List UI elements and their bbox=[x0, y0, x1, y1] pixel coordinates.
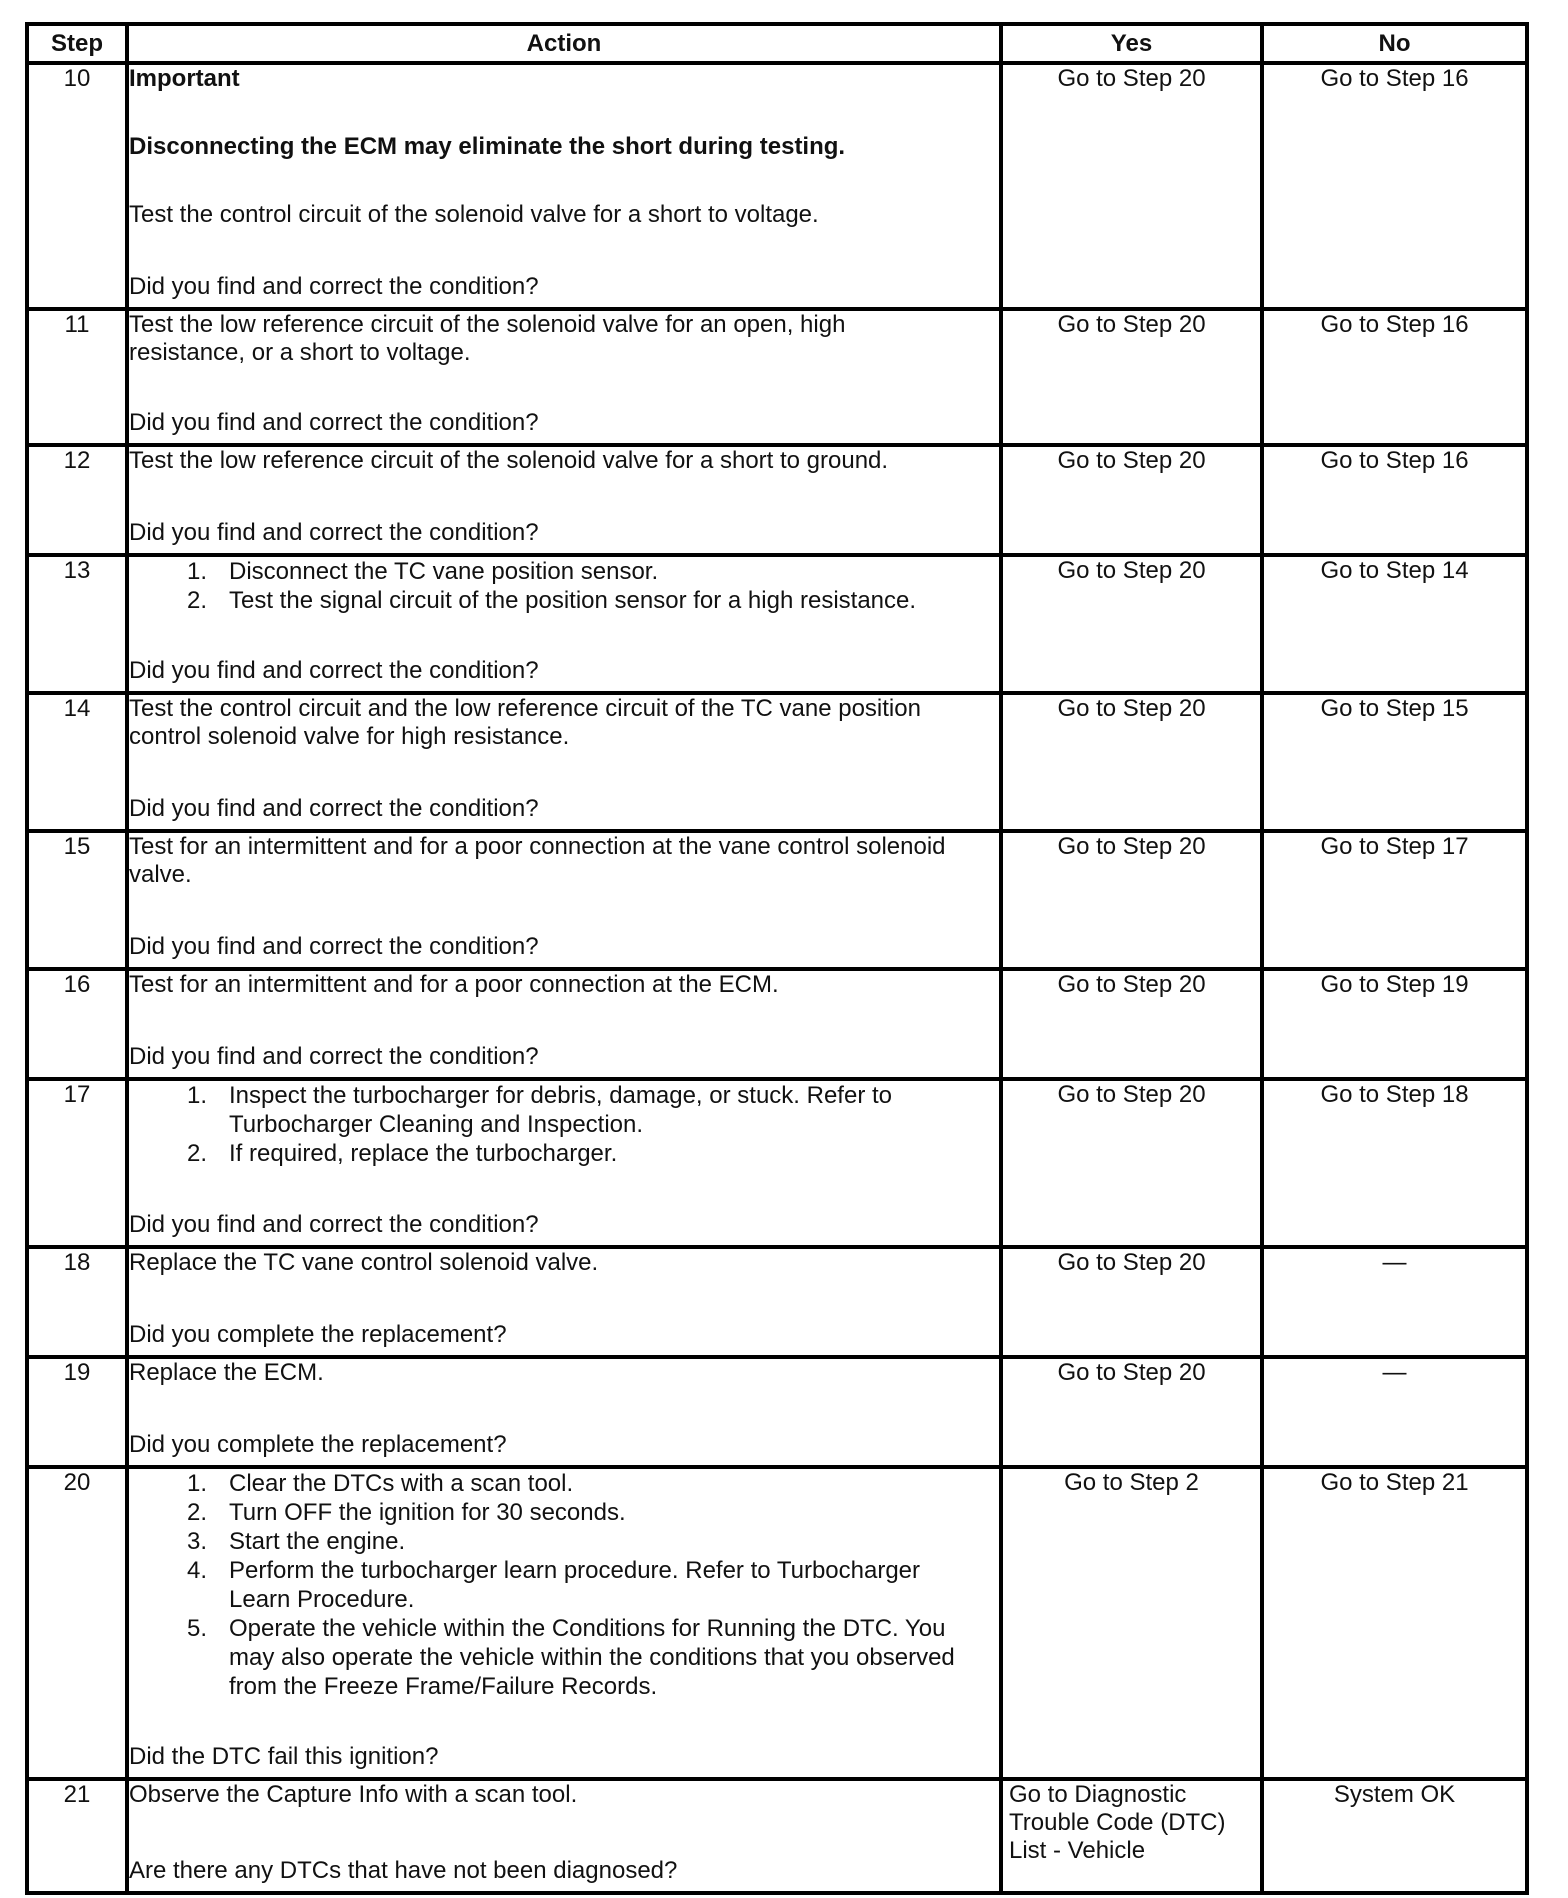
list-item bbox=[129, 1585, 999, 1614]
no-cell bbox=[1262, 1079, 1527, 1247]
header-yes: Yes bbox=[1001, 24, 1262, 63]
table-row bbox=[27, 309, 1527, 445]
list-item-text: Start the engine. bbox=[229, 1528, 406, 1555]
list-item-text: Disconnect the TC vane position sensor. bbox=[229, 558, 659, 585]
step-number: 15 bbox=[27, 831, 127, 969]
action-text: Test for an intermittent and for a poor connection at the ECM. bbox=[129, 971, 779, 998]
list-number-text: 1. bbox=[187, 558, 208, 585]
list-number bbox=[129, 1556, 229, 1585]
list-item bbox=[129, 1643, 999, 1672]
action-text: Test the control circuit of the solenoid valve for a short to voltage. bbox=[129, 201, 819, 228]
yes-cell bbox=[1001, 1467, 1262, 1779]
diagnostic-table bbox=[25, 22, 1529, 1895]
action-cell bbox=[127, 831, 1001, 969]
action-question: Did you find and correct the condition? bbox=[129, 1043, 539, 1070]
list-item-text: Learn Procedure. bbox=[229, 1586, 415, 1613]
step-number: 18 bbox=[27, 1247, 127, 1357]
no-dash: — bbox=[1382, 1249, 1407, 1276]
yes-link[interactable]: Go to Step 20 bbox=[1057, 311, 1206, 338]
list-item-text: If required, replace the turbocharger. bbox=[229, 1140, 618, 1167]
no-cell bbox=[1262, 309, 1527, 445]
yes-link[interactable]: Go to Step 2 bbox=[1064, 1469, 1199, 1496]
table-row bbox=[27, 1247, 1527, 1357]
action-question: Did you find and correct the condition? bbox=[129, 519, 539, 546]
yes-link[interactable]: Go to Step 20 bbox=[1057, 65, 1206, 92]
no-link[interactable]: Go to Step 21 bbox=[1320, 1469, 1469, 1496]
action-text-line: valve. bbox=[129, 861, 192, 888]
table-row bbox=[27, 1079, 1527, 1247]
list-number-text: 3. bbox=[187, 1528, 208, 1555]
action-cell bbox=[127, 309, 1001, 445]
list-item-text: Turn OFF the ignition for 30 seconds. bbox=[229, 1499, 626, 1526]
list-number-text: 2. bbox=[187, 587, 208, 614]
list-item-text: Turbocharger Cleaning and Inspection. bbox=[229, 1111, 644, 1138]
yes-link[interactable]: Go to Step 20 bbox=[1057, 557, 1206, 584]
no-link[interactable]: Go to Step 16 bbox=[1320, 65, 1469, 92]
action-question: Did you find and correct the condition? bbox=[129, 795, 539, 822]
no-link[interactable]: Go to Step 19 bbox=[1320, 971, 1469, 998]
list-item-text: Clear the DTCs with a scan tool. bbox=[229, 1470, 574, 1497]
action-text: Replace the ECM. bbox=[129, 1359, 324, 1386]
action-content bbox=[129, 695, 999, 823]
step-number: 11 bbox=[27, 309, 127, 445]
action-cell bbox=[127, 1779, 1001, 1893]
action-content bbox=[129, 971, 999, 1071]
list-item bbox=[129, 586, 999, 615]
step-number: 17 bbox=[27, 1079, 127, 1247]
header-step: Step bbox=[27, 24, 127, 63]
step-number: 12 bbox=[27, 445, 127, 555]
header-action: Action bbox=[127, 24, 1001, 63]
action-steps-list bbox=[129, 1081, 999, 1168]
action-body bbox=[129, 65, 999, 273]
yes-cell bbox=[1001, 445, 1262, 555]
list-number-text: 4. bbox=[187, 1557, 208, 1584]
action-question: Did you find and correct the condition? bbox=[129, 933, 539, 960]
no-cell bbox=[1262, 63, 1527, 309]
list-item-text: may also operate the vehicle within the conditions that you observed bbox=[229, 1644, 955, 1671]
list-number bbox=[129, 1498, 229, 1527]
action-cell bbox=[127, 1247, 1001, 1357]
yes-link-line[interactable]: List - Vehicle bbox=[1009, 1837, 1146, 1864]
action-text: Replace the TC vane control solenoid valve. bbox=[129, 1249, 599, 1276]
no-cell bbox=[1262, 1357, 1527, 1467]
list-item bbox=[129, 1527, 999, 1556]
spacer bbox=[129, 93, 999, 133]
list-number bbox=[129, 1110, 229, 1139]
action-cell bbox=[127, 1079, 1001, 1247]
action-cell bbox=[127, 445, 1001, 555]
action-text-line: Test for an intermittent and for a poor connection at the vane control solenoid bbox=[129, 833, 946, 860]
action-body bbox=[129, 971, 999, 1043]
list-item bbox=[129, 1139, 999, 1168]
table-row bbox=[27, 1357, 1527, 1467]
table-header-row bbox=[27, 24, 1527, 63]
action-body bbox=[129, 1781, 999, 1857]
list-number bbox=[129, 1139, 229, 1168]
yes-link-line[interactable]: Trouble Code (DTC) bbox=[1009, 1809, 1226, 1836]
yes-link[interactable]: Go to Step 20 bbox=[1057, 833, 1206, 860]
table-row bbox=[27, 555, 1527, 693]
action-steps-list bbox=[129, 1469, 999, 1701]
action-steps-list bbox=[129, 557, 999, 615]
list-item-text: Operate the vehicle within the Conditions for Running the DTC. You bbox=[229, 1615, 946, 1642]
yes-cell bbox=[1001, 63, 1262, 309]
yes-cell bbox=[1001, 831, 1262, 969]
action-question: Are there any DTCs that have not been diagnosed? bbox=[129, 1857, 678, 1884]
action-cell bbox=[127, 555, 1001, 693]
step-number: 19 bbox=[27, 1357, 127, 1467]
list-number-text: 1. bbox=[187, 1470, 208, 1497]
action-content bbox=[129, 1469, 999, 1771]
action-body bbox=[129, 1081, 999, 1211]
list-number-text: 1. bbox=[187, 1082, 208, 1109]
list-number bbox=[129, 1527, 229, 1556]
list-item bbox=[129, 557, 999, 586]
action-content bbox=[129, 557, 999, 685]
table-row bbox=[27, 1779, 1527, 1893]
yes-link-line[interactable]: Go to Diagnostic bbox=[1009, 1781, 1187, 1808]
action-body bbox=[129, 1249, 999, 1321]
list-number bbox=[129, 1469, 229, 1498]
yes-link[interactable]: Go to Step 20 bbox=[1057, 971, 1206, 998]
yes-cell bbox=[1001, 1357, 1262, 1467]
list-item bbox=[129, 1469, 999, 1498]
action-cell bbox=[127, 63, 1001, 309]
no-link[interactable]: Go to Step 16 bbox=[1320, 311, 1469, 338]
list-number bbox=[129, 1614, 229, 1643]
action-text: Observe the Capture Info with a scan tool. bbox=[129, 1781, 578, 1808]
list-item bbox=[129, 1614, 999, 1643]
action-question: Did you complete the replacement? bbox=[129, 1431, 507, 1458]
table-row bbox=[27, 63, 1527, 309]
yes-cell bbox=[1001, 555, 1262, 693]
action-content bbox=[129, 1081, 999, 1239]
action-body bbox=[129, 1359, 999, 1431]
list-number bbox=[129, 557, 229, 586]
yes-cell bbox=[1001, 309, 1262, 445]
step-number: 20 bbox=[27, 1467, 127, 1779]
action-question: Did the DTC fail this ignition? bbox=[129, 1743, 439, 1770]
action-content bbox=[129, 447, 999, 547]
action-content bbox=[129, 1359, 999, 1459]
list-number-text: 2. bbox=[187, 1499, 208, 1526]
action-cell bbox=[127, 693, 1001, 831]
table-row bbox=[27, 1467, 1527, 1779]
no-link[interactable]: System OK bbox=[1333, 1781, 1456, 1808]
important-label: Important bbox=[129, 65, 240, 92]
no-cell bbox=[1262, 1779, 1527, 1893]
list-item bbox=[129, 1498, 999, 1527]
action-cell bbox=[127, 969, 1001, 1079]
action-body bbox=[129, 557, 999, 657]
step-number: 21 bbox=[27, 1779, 127, 1893]
no-cell bbox=[1262, 445, 1527, 555]
yes-cell bbox=[1001, 1079, 1262, 1247]
action-text-line: resistance, or a short to voltage. bbox=[129, 339, 471, 366]
yes-link[interactable]: Go to Step 20 bbox=[1057, 1359, 1206, 1386]
yes-cell bbox=[1001, 1247, 1262, 1357]
no-cell bbox=[1262, 831, 1527, 969]
step-number: 10 bbox=[27, 63, 127, 309]
no-dash: — bbox=[1382, 1359, 1407, 1386]
step-number: 13 bbox=[27, 555, 127, 693]
header-no: No bbox=[1262, 24, 1527, 63]
list-number-text: 2. bbox=[187, 1140, 208, 1167]
no-link[interactable]: Go to Step 18 bbox=[1320, 1081, 1469, 1108]
action-question: Did you find and correct the condition? bbox=[129, 273, 539, 300]
spacer bbox=[129, 161, 999, 201]
no-cell bbox=[1262, 969, 1527, 1079]
action-content bbox=[129, 65, 999, 301]
list-number bbox=[129, 1672, 229, 1701]
action-body bbox=[129, 447, 999, 519]
list-item-text: from the Freeze Frame/Failure Records. bbox=[229, 1673, 658, 1700]
action-content bbox=[129, 1249, 999, 1349]
action-question: Did you find and correct the condition? bbox=[129, 657, 539, 684]
action-body bbox=[129, 311, 999, 409]
table-row bbox=[27, 445, 1527, 555]
action-body bbox=[129, 1469, 999, 1743]
table-row bbox=[27, 831, 1527, 969]
action-content bbox=[129, 1781, 999, 1885]
list-item bbox=[129, 1081, 999, 1110]
action-cell bbox=[127, 1467, 1001, 1779]
yes-link[interactable]: Go to Step 20 bbox=[1057, 1081, 1206, 1108]
no-link[interactable]: Go to Step 17 bbox=[1320, 833, 1469, 860]
yes-link[interactable]: Go to Step 20 bbox=[1057, 695, 1206, 722]
no-link[interactable]: Go to Step 16 bbox=[1320, 447, 1469, 474]
table-body bbox=[27, 63, 1527, 1893]
action-question: Did you complete the replacement? bbox=[129, 1321, 507, 1348]
action-text-line: control solenoid valve for high resistance. bbox=[129, 723, 570, 750]
yes-cell bbox=[1001, 1779, 1262, 1893]
list-item bbox=[129, 1672, 999, 1701]
no-cell bbox=[1262, 1467, 1527, 1779]
action-body bbox=[129, 833, 999, 933]
step-number: 14 bbox=[27, 693, 127, 831]
yes-cell bbox=[1001, 693, 1262, 831]
list-number bbox=[129, 586, 229, 615]
list-item bbox=[129, 1556, 999, 1585]
list-item-text: Inspect the turbocharger for debris, damage, or stuck. Refer to bbox=[229, 1082, 892, 1109]
yes-link[interactable]: Go to Step 20 bbox=[1057, 1249, 1206, 1276]
action-text: Test the low reference circuit of the solenoid valve for a short to ground. bbox=[129, 447, 889, 474]
list-number bbox=[129, 1643, 229, 1672]
action-cell bbox=[127, 1357, 1001, 1467]
no-link[interactable]: Go to Step 15 bbox=[1320, 695, 1469, 722]
list-number bbox=[129, 1081, 229, 1110]
no-cell bbox=[1262, 693, 1527, 831]
table-row bbox=[27, 969, 1527, 1079]
no-link[interactable]: Go to Step 14 bbox=[1320, 557, 1469, 584]
action-question: Did you find and correct the condition? bbox=[129, 1211, 539, 1238]
important-note: Disconnecting the ECM may eliminate the short during testing. bbox=[129, 133, 846, 160]
action-content bbox=[129, 311, 999, 437]
yes-link[interactable]: Go to Step 20 bbox=[1057, 447, 1206, 474]
list-item bbox=[129, 1110, 999, 1139]
action-body bbox=[129, 695, 999, 795]
table-row bbox=[27, 693, 1527, 831]
no-cell bbox=[1262, 1247, 1527, 1357]
list-item-text: Test the signal circuit of the position sensor for a high resistance. bbox=[229, 587, 917, 614]
action-text-line: Test the low reference circuit of the solenoid valve for an open, high bbox=[129, 311, 846, 338]
list-number bbox=[129, 1585, 229, 1614]
no-cell bbox=[1262, 555, 1527, 693]
action-content bbox=[129, 833, 999, 961]
list-number-text: 5. bbox=[187, 1615, 208, 1642]
action-question: Did you find and correct the condition? bbox=[129, 409, 539, 436]
step-number: 16 bbox=[27, 969, 127, 1079]
list-item-text: Perform the turbocharger learn procedure. Refer to Turbocharger bbox=[229, 1557, 921, 1584]
yes-cell bbox=[1001, 969, 1262, 1079]
action-text-line: Test the control circuit and the low reference circuit of the TC vane position bbox=[129, 695, 921, 722]
